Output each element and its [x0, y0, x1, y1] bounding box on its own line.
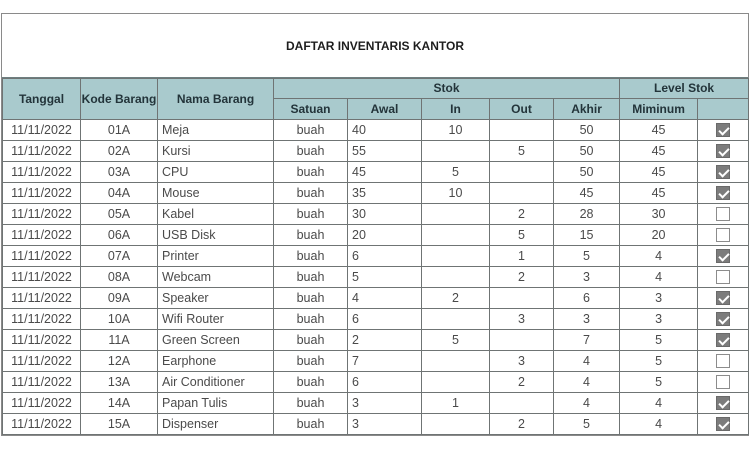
table-row [3, 309, 749, 330]
cell-out [490, 183, 554, 204]
cell-level-check [698, 183, 749, 204]
cell-nama-barang: Green Screen [158, 330, 274, 351]
cell-in: 10 [422, 120, 490, 141]
cell-minimum: 4 [620, 267, 698, 288]
cell-akhir: 5 [554, 414, 620, 435]
cell-level-check [698, 141, 749, 162]
header-minimum: Miminum [620, 99, 698, 120]
cell-kode-barang: 08A [81, 267, 158, 288]
cell-out: 1 [490, 246, 554, 267]
cell-minimum: 4 [620, 246, 698, 267]
checkbox-unchecked-icon[interactable] [716, 354, 730, 368]
cell-tanggal: 11/11/2022 [3, 141, 81, 162]
checkbox-unchecked-icon[interactable] [716, 228, 730, 242]
cell-awal: 4 [348, 288, 422, 309]
cell-satuan: buah [274, 183, 348, 204]
header-in: In [422, 99, 490, 120]
cell-awal: 35 [348, 183, 422, 204]
inventory-sheet [1, 13, 749, 436]
header-awal: Awal [348, 99, 422, 120]
cell-akhir: 7 [554, 330, 620, 351]
cell-level-check [698, 267, 749, 288]
cell-satuan: buah [274, 204, 348, 225]
cell-out: 2 [490, 414, 554, 435]
cell-tanggal: 11/11/2022 [3, 393, 81, 414]
cell-akhir: 4 [554, 351, 620, 372]
checkbox-unchecked-icon[interactable] [716, 207, 730, 221]
cell-level-check [698, 225, 749, 246]
header-akhir: Akhir [554, 99, 620, 120]
table-row [3, 267, 749, 288]
cell-in [422, 351, 490, 372]
cell-nama-barang: Mouse [158, 183, 274, 204]
header-out: Out [490, 99, 554, 120]
header-level-stok: Level Stok [620, 79, 749, 99]
cell-minimum: 3 [620, 288, 698, 309]
cell-satuan: buah [274, 162, 348, 183]
checkbox-checked-icon[interactable] [716, 144, 730, 158]
table-row [3, 225, 749, 246]
cell-kode-barang: 02A [81, 141, 158, 162]
cell-in: 2 [422, 288, 490, 309]
cell-in [422, 204, 490, 225]
cell-awal: 3 [348, 393, 422, 414]
cell-akhir: 3 [554, 267, 620, 288]
cell-tanggal: 11/11/2022 [3, 351, 81, 372]
cell-kode-barang: 01A [81, 120, 158, 141]
cell-out: 2 [490, 204, 554, 225]
cell-awal: 6 [348, 309, 422, 330]
cell-awal: 40 [348, 120, 422, 141]
cell-kode-barang: 12A [81, 351, 158, 372]
checkbox-checked-icon[interactable] [716, 396, 730, 410]
cell-out: 2 [490, 267, 554, 288]
cell-kode-barang: 09A [81, 288, 158, 309]
cell-akhir: 15 [554, 225, 620, 246]
header-check [698, 99, 749, 120]
cell-awal: 3 [348, 414, 422, 435]
cell-awal: 30 [348, 204, 422, 225]
cell-kode-barang: 06A [81, 225, 158, 246]
checkbox-checked-icon[interactable] [716, 312, 730, 326]
cell-out [490, 162, 554, 183]
checkbox-checked-icon[interactable] [716, 165, 730, 179]
cell-in [422, 141, 490, 162]
cell-akhir: 50 [554, 162, 620, 183]
cell-out: 5 [490, 225, 554, 246]
cell-minimum: 45 [620, 120, 698, 141]
table-row [3, 351, 749, 372]
cell-nama-barang: Printer [158, 246, 274, 267]
cell-level-check [698, 351, 749, 372]
checkbox-checked-icon[interactable] [716, 123, 730, 137]
cell-out [490, 330, 554, 351]
cell-satuan: buah [274, 288, 348, 309]
cell-level-check [698, 204, 749, 225]
cell-level-check [698, 120, 749, 141]
cell-satuan: buah [274, 351, 348, 372]
table-row [3, 330, 749, 351]
cell-tanggal: 11/11/2022 [3, 330, 81, 351]
cell-awal: 5 [348, 267, 422, 288]
checkbox-unchecked-icon[interactable] [716, 375, 730, 389]
cell-level-check [698, 309, 749, 330]
header-satuan: Satuan [274, 99, 348, 120]
cell-awal: 45 [348, 162, 422, 183]
table-row [3, 204, 749, 225]
header-kode-barang: Kode Barang [81, 79, 158, 120]
cell-minimum: 4 [620, 414, 698, 435]
checkbox-checked-icon[interactable] [716, 417, 730, 431]
table-row [3, 414, 749, 435]
cell-minimum: 4 [620, 393, 698, 414]
cell-awal: 2 [348, 330, 422, 351]
table-row [3, 162, 749, 183]
cell-satuan: buah [274, 225, 348, 246]
cell-kode-barang: 07A [81, 246, 158, 267]
cell-satuan: buah [274, 120, 348, 141]
cell-satuan: buah [274, 330, 348, 351]
table-body [3, 120, 749, 435]
checkbox-checked-icon[interactable] [716, 249, 730, 263]
cell-minimum: 20 [620, 225, 698, 246]
cell-nama-barang: Air Conditioner [158, 372, 274, 393]
cell-awal: 6 [348, 246, 422, 267]
checkbox-unchecked-icon[interactable] [716, 270, 730, 284]
cell-akhir: 6 [554, 288, 620, 309]
cell-satuan: buah [274, 414, 348, 435]
cell-out [490, 120, 554, 141]
cell-nama-barang: Speaker [158, 288, 274, 309]
cell-akhir: 3 [554, 309, 620, 330]
cell-akhir: 4 [554, 393, 620, 414]
cell-level-check [698, 330, 749, 351]
cell-nama-barang: CPU [158, 162, 274, 183]
cell-out [490, 393, 554, 414]
cell-tanggal: 11/11/2022 [3, 267, 81, 288]
cell-akhir: 4 [554, 372, 620, 393]
cell-akhir: 5 [554, 246, 620, 267]
cell-nama-barang: Wifi Router [158, 309, 274, 330]
cell-kode-barang: 04A [81, 183, 158, 204]
cell-minimum: 5 [620, 351, 698, 372]
cell-nama-barang: Kabel [158, 204, 274, 225]
cell-level-check [698, 246, 749, 267]
cell-kode-barang: 05A [81, 204, 158, 225]
table-row [3, 372, 749, 393]
cell-tanggal: 11/11/2022 [3, 204, 81, 225]
cell-in: 10 [422, 183, 490, 204]
cell-level-check [698, 372, 749, 393]
header-stok: Stok [274, 79, 620, 99]
cell-kode-barang: 11A [81, 330, 158, 351]
cell-kode-barang: 14A [81, 393, 158, 414]
cell-nama-barang: Kursi [158, 141, 274, 162]
cell-tanggal: 11/11/2022 [3, 246, 81, 267]
table-row [3, 246, 749, 267]
cell-satuan: buah [274, 246, 348, 267]
cell-satuan: buah [274, 393, 348, 414]
cell-minimum: 3 [620, 309, 698, 330]
cell-tanggal: 11/11/2022 [3, 120, 81, 141]
cell-out: 3 [490, 309, 554, 330]
cell-nama-barang: Earphone [158, 351, 274, 372]
cell-in [422, 225, 490, 246]
cell-tanggal: 11/11/2022 [3, 309, 81, 330]
cell-awal: 20 [348, 225, 422, 246]
cell-out: 5 [490, 141, 554, 162]
table-row [3, 288, 749, 309]
cell-minimum: 30 [620, 204, 698, 225]
cell-level-check [698, 288, 749, 309]
checkbox-checked-icon[interactable] [716, 291, 730, 305]
cell-nama-barang: Dispenser [158, 414, 274, 435]
cell-tanggal: 11/11/2022 [3, 225, 81, 246]
cell-in [422, 372, 490, 393]
cell-minimum: 45 [620, 183, 698, 204]
cell-awal: 55 [348, 141, 422, 162]
cell-satuan: buah [274, 267, 348, 288]
cell-minimum: 5 [620, 330, 698, 351]
cell-awal: 7 [348, 351, 422, 372]
cell-awal: 6 [348, 372, 422, 393]
cell-in: 1 [422, 393, 490, 414]
cell-in: 5 [422, 162, 490, 183]
cell-satuan: buah [274, 309, 348, 330]
cell-in [422, 246, 490, 267]
cell-akhir: 50 [554, 120, 620, 141]
cell-nama-barang: Meja [158, 120, 274, 141]
header-tanggal: Tanggal [3, 79, 81, 120]
cell-kode-barang: 13A [81, 372, 158, 393]
cell-minimum: 45 [620, 162, 698, 183]
cell-tanggal: 11/11/2022 [3, 288, 81, 309]
cell-level-check [698, 414, 749, 435]
cell-out: 2 [490, 372, 554, 393]
cell-in [422, 309, 490, 330]
cell-tanggal: 11/11/2022 [3, 183, 81, 204]
cell-out: 3 [490, 351, 554, 372]
cell-nama-barang: USB Disk [158, 225, 274, 246]
inventory-table [2, 78, 749, 435]
cell-akhir: 28 [554, 204, 620, 225]
cell-akhir: 50 [554, 141, 620, 162]
cell-minimum: 5 [620, 372, 698, 393]
table-row [3, 141, 749, 162]
cell-nama-barang: Papan Tulis [158, 393, 274, 414]
checkbox-checked-icon[interactable] [716, 186, 730, 200]
table-row [3, 393, 749, 414]
header-nama-barang: Nama Barang [158, 79, 274, 120]
cell-in [422, 267, 490, 288]
cell-kode-barang: 03A [81, 162, 158, 183]
cell-kode-barang: 15A [81, 414, 158, 435]
table-row [3, 183, 749, 204]
cell-level-check [698, 393, 749, 414]
cell-in [422, 414, 490, 435]
cell-akhir: 45 [554, 183, 620, 204]
checkbox-checked-icon[interactable] [716, 333, 730, 347]
cell-satuan: buah [274, 372, 348, 393]
cell-kode-barang: 10A [81, 309, 158, 330]
table-row [3, 120, 749, 141]
cell-tanggal: 11/11/2022 [3, 414, 81, 435]
cell-level-check [698, 162, 749, 183]
cell-in: 5 [422, 330, 490, 351]
cell-satuan: buah [274, 141, 348, 162]
cell-minimum: 45 [620, 141, 698, 162]
cell-tanggal: 11/11/2022 [3, 162, 81, 183]
cell-out [490, 288, 554, 309]
cell-tanggal: 11/11/2022 [3, 372, 81, 393]
cell-nama-barang: Webcam [158, 267, 274, 288]
sheet-title: DAFTAR INVENTARIS KANTOR [2, 14, 748, 78]
